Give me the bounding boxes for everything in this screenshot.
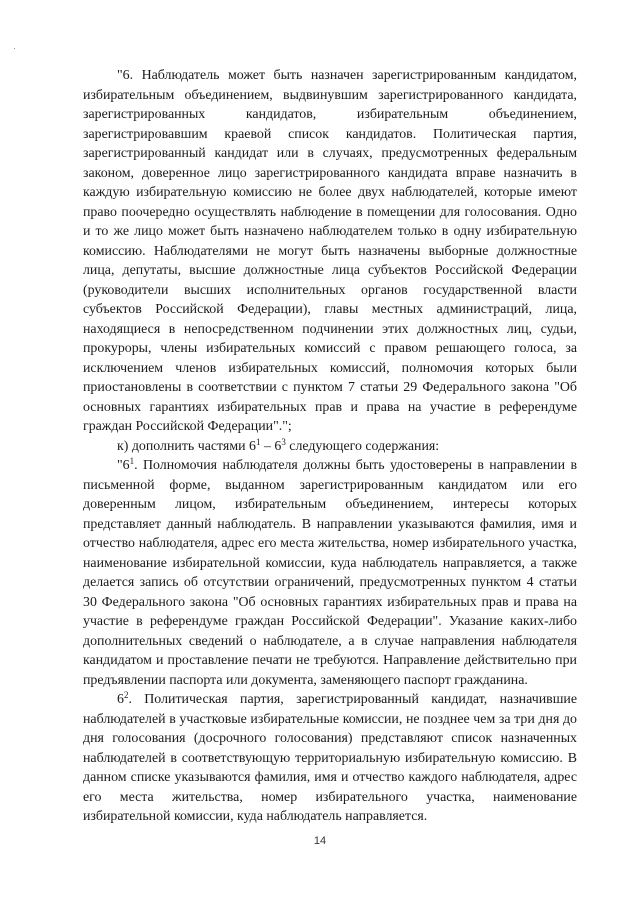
paragraph-6-1-sup: 1 [129,456,135,466]
amendment-k-line [83,437,577,457]
paragraph-6-1-prefix: "6 [117,458,130,473]
paragraph-6-2 [83,690,577,827]
document-body [83,66,577,827]
amendment-k-suffix: следующего содержания: [285,438,440,454]
scan-mark [14,48,15,49]
page-number: 14 [313,835,327,847]
amendment-k-dash: – 6 [260,438,282,454]
amendment-k-prefix: к) дополнить частями 6 [117,438,256,454]
paragraph-6-2-text: . Политическая партия, зарегистрированный кандидат, назначившие наблюдателей в участковые избирательные комиссии, не позднее чем за три дня до дня голосования (досрочного голосования) представляют список назначенных наблюдателей в соответствующую территориальную избирательную комиссию. В данном списке указываются фамилия, имя и отчество каждого наблюдателя, адрес его места жительства, номер избирательного участка, наименование избирательной комиссии, куда наблюдатель направляется. [83,692,577,824]
paragraph-6-1 [83,456,577,690]
paragraph-6-2-prefix: 6 [117,692,124,707]
paragraph-6-2-sup: 2 [123,690,129,700]
paragraph-6-1-text: . Полномочия наблюдателя должны быть удостоверены в направлении в письменной форме, выданном зарегистрированным кандидатом или его доверенным лицом, избирательным объединением, интересы которых представляет данный наблюдатель. В направлении указываются фамилия, имя и отчество наблюдателя, адрес его места жительства, номер избирательного участка, наименование избирательной комиссии, куда наблюдатель направляется, а также делается запись об отсутствии ограничений, предусмотренных пунктом 4 статьи 30 Федерального закона "Об основных гарантиях избирательных прав и права на участие в референдуме граждан Российской Федерации". Указание каких-либо дополнительных сведений о наблюдателе, а в случае направления наблюдателя кандидатом и проставление печати не требуются. Направление действительно при предъявлении паспорта или документа, заменяющего паспорт гражданина. [83,458,577,688]
paragraph-6: "6. Наблюдатель может быть назначен зарегистрированным кандидатом, избирательным объединением, выдвинувшим зарегистрированного кандидата, зарегистрированных кандидатов, избирательным объединением, зарегистрировавшим краевой список кандидатов. Политическая партия, зарегистрированный кандидат или в случаях, предусмотренных федеральным законом, доверенное лицо зарегистрированного кандидата вправе назначить в каждую избирательную комиссию не более двух наблюдателей, которые имеют право поочередно осуществлять наблюдение в помещении для голосования. Одно и то же лицо может быть назначено наблюдателем только в одну избирательную комиссию. Наблюдателями не могут быть назначены выборные должностные лица, депутаты, высшие должностные лица субъектов Российской Федерации (руководители высших исполнительных органов государственной власти субъектов Российской Федерации), главы местных администраций, лица, находящиеся в непосредственном подчинении этих должностных лиц, судьи, прокуроры, члены избирательных комиссий с правом решающего голоса, за исключением членов избирательных комиссий, полномочия которых были приостановлены в соответствии с пунктом 7 статьи 29 Федерального закона "Об основных гарантиях избирательных прав и права на участие в референдуме граждан Российской Федерации"."; [83,68,577,434]
amendment-k-sup2: 3 [281,436,286,447]
amendment-k-sup1: 1 [255,436,261,447]
